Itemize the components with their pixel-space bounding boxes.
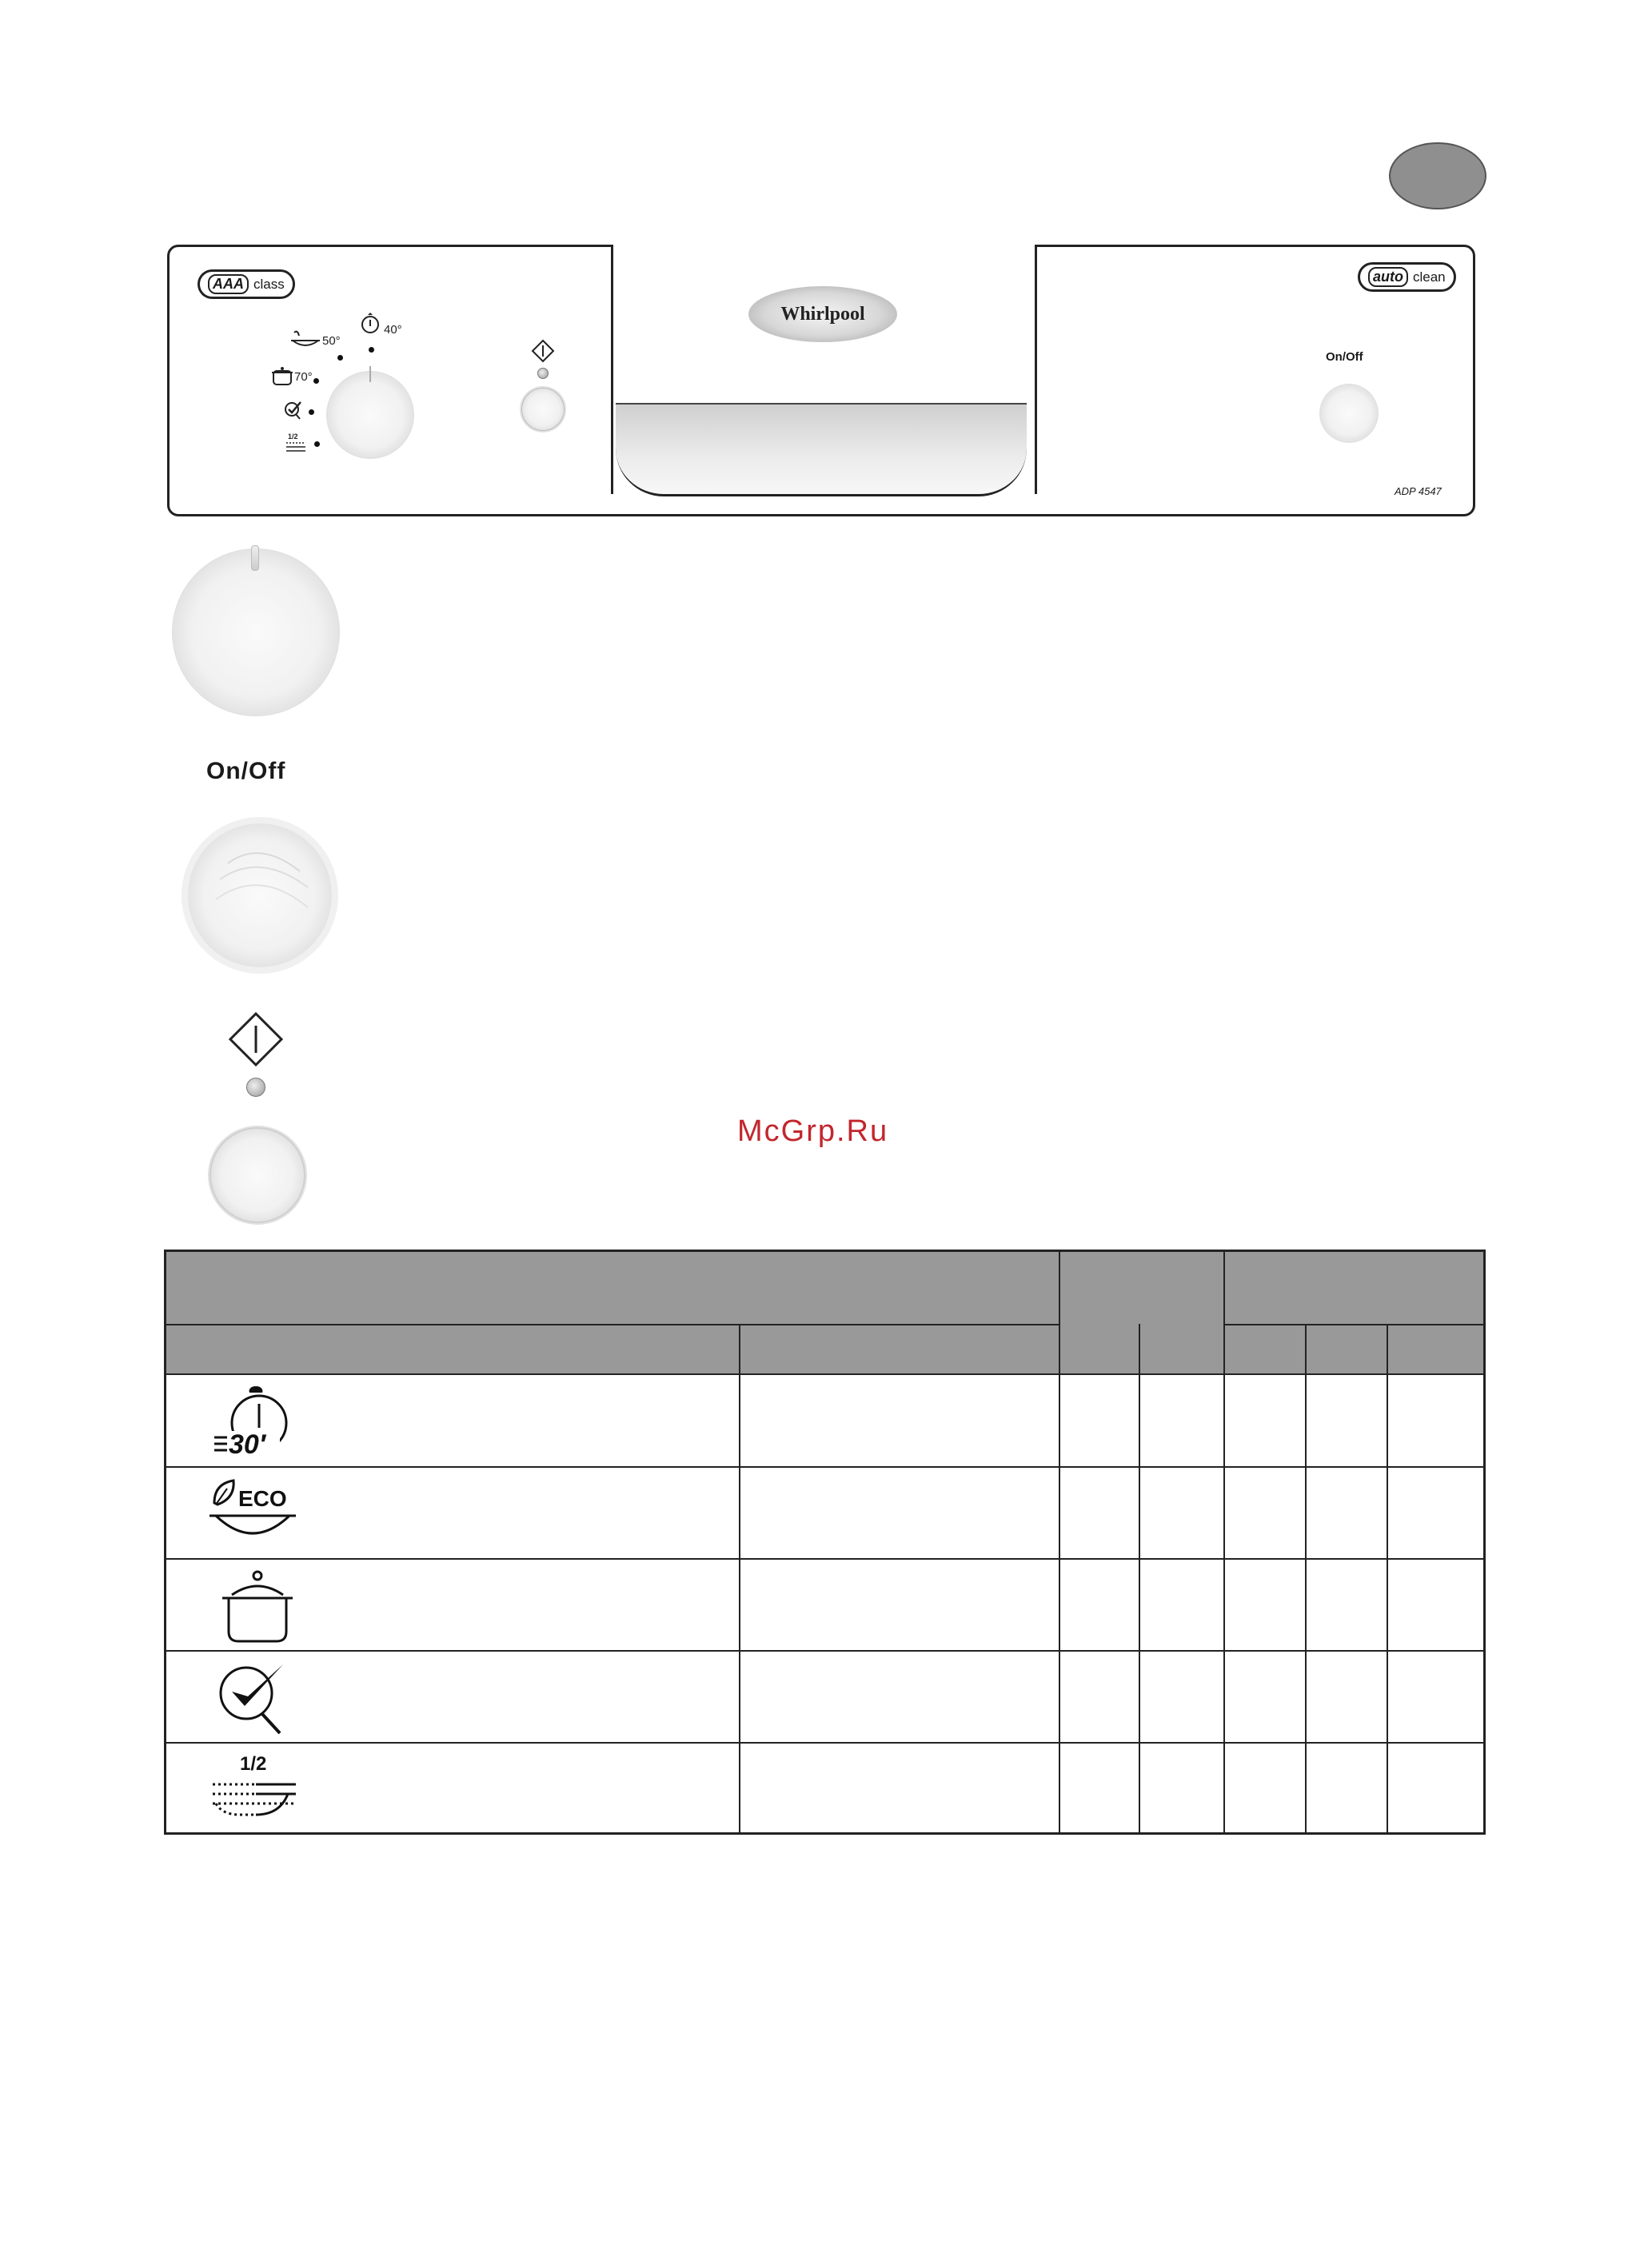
start-button[interactable] — [521, 388, 565, 431]
energy-class-text: class — [253, 276, 285, 292]
onoff-knob[interactable] — [1321, 385, 1377, 441]
rinse-small-icon — [283, 400, 304, 421]
header-bottom — [166, 1373, 1483, 1375]
model-number: ADP 4547 — [1395, 485, 1442, 497]
column-divider — [1059, 1252, 1060, 1832]
dial-dot-eco — [337, 355, 343, 361]
header-divider — [166, 1324, 1059, 1325]
half-load-text: 1/2 — [240, 1753, 267, 1775]
dial-pointer-large — [251, 545, 259, 571]
dial-dot-half-load — [314, 441, 320, 447]
table-header — [166, 1252, 1483, 1373]
door-handle-recess — [616, 403, 1027, 496]
half-load-small-icon — [285, 432, 309, 454]
dial-dot-rinse — [309, 409, 314, 415]
quick-30-text: 30′ — [229, 1429, 265, 1460]
row-divider — [166, 1558, 1483, 1560]
intensive-pot-icon — [214, 1566, 302, 1646]
start-led — [537, 368, 549, 379]
row-divider — [166, 1742, 1483, 1744]
dial-label-intensive: 70° — [294, 370, 313, 384]
column-divider — [1387, 1324, 1388, 1832]
program-table — [164, 1250, 1486, 1835]
dial-pointer — [369, 366, 371, 382]
header-divider-right — [1225, 1324, 1483, 1325]
column-divider — [1305, 1324, 1307, 1832]
start-icon — [229, 1012, 283, 1066]
eco-text: ECO — [238, 1486, 287, 1511]
intensive-small-icon — [270, 365, 294, 387]
energy-class-badge — [198, 269, 295, 299]
brand-name: Whirlpool — [780, 303, 865, 325]
start-small-icon — [531, 339, 555, 363]
autoclean-badge — [1358, 262, 1456, 292]
svg-text:1/2: 1/2 — [288, 432, 298, 440]
rinse-check-icon — [213, 1655, 301, 1740]
quick-small-icon — [358, 312, 382, 337]
column-divider — [1223, 1252, 1225, 1832]
dial-label-eco: 50° — [322, 334, 341, 348]
column-divider — [739, 1324, 740, 1832]
dial-dot-intensive — [313, 378, 319, 384]
knob-texture-icon — [196, 831, 324, 959]
half-load-icon — [208, 1748, 304, 1828]
column-divider — [1139, 1324, 1140, 1832]
eco-icon — [206, 1477, 310, 1549]
panel-onoff-label: On/Off — [1326, 350, 1363, 364]
row-divider — [166, 1650, 1483, 1652]
dial-label-quick: 40° — [384, 323, 402, 337]
autoclean-bold: auto — [1368, 267, 1408, 287]
page-badge — [1389, 142, 1486, 209]
program-dial[interactable] — [328, 373, 413, 457]
start-button-large[interactable] — [209, 1127, 305, 1223]
energy-class-bold: AAA — [208, 274, 249, 294]
onoff-label: On/Off — [206, 758, 286, 784]
watermark-text: McGrp.Ru — [737, 1114, 889, 1148]
brand-logo — [748, 286, 897, 342]
dial-dot-quick — [369, 347, 374, 353]
autoclean-text: clean — [1413, 269, 1446, 285]
eco-small-icon — [289, 329, 321, 350]
row-divider — [166, 1466, 1483, 1468]
program-dial-large[interactable] — [174, 550, 338, 715]
quick-30-icon — [208, 1380, 304, 1461]
start-led-large — [246, 1078, 265, 1097]
